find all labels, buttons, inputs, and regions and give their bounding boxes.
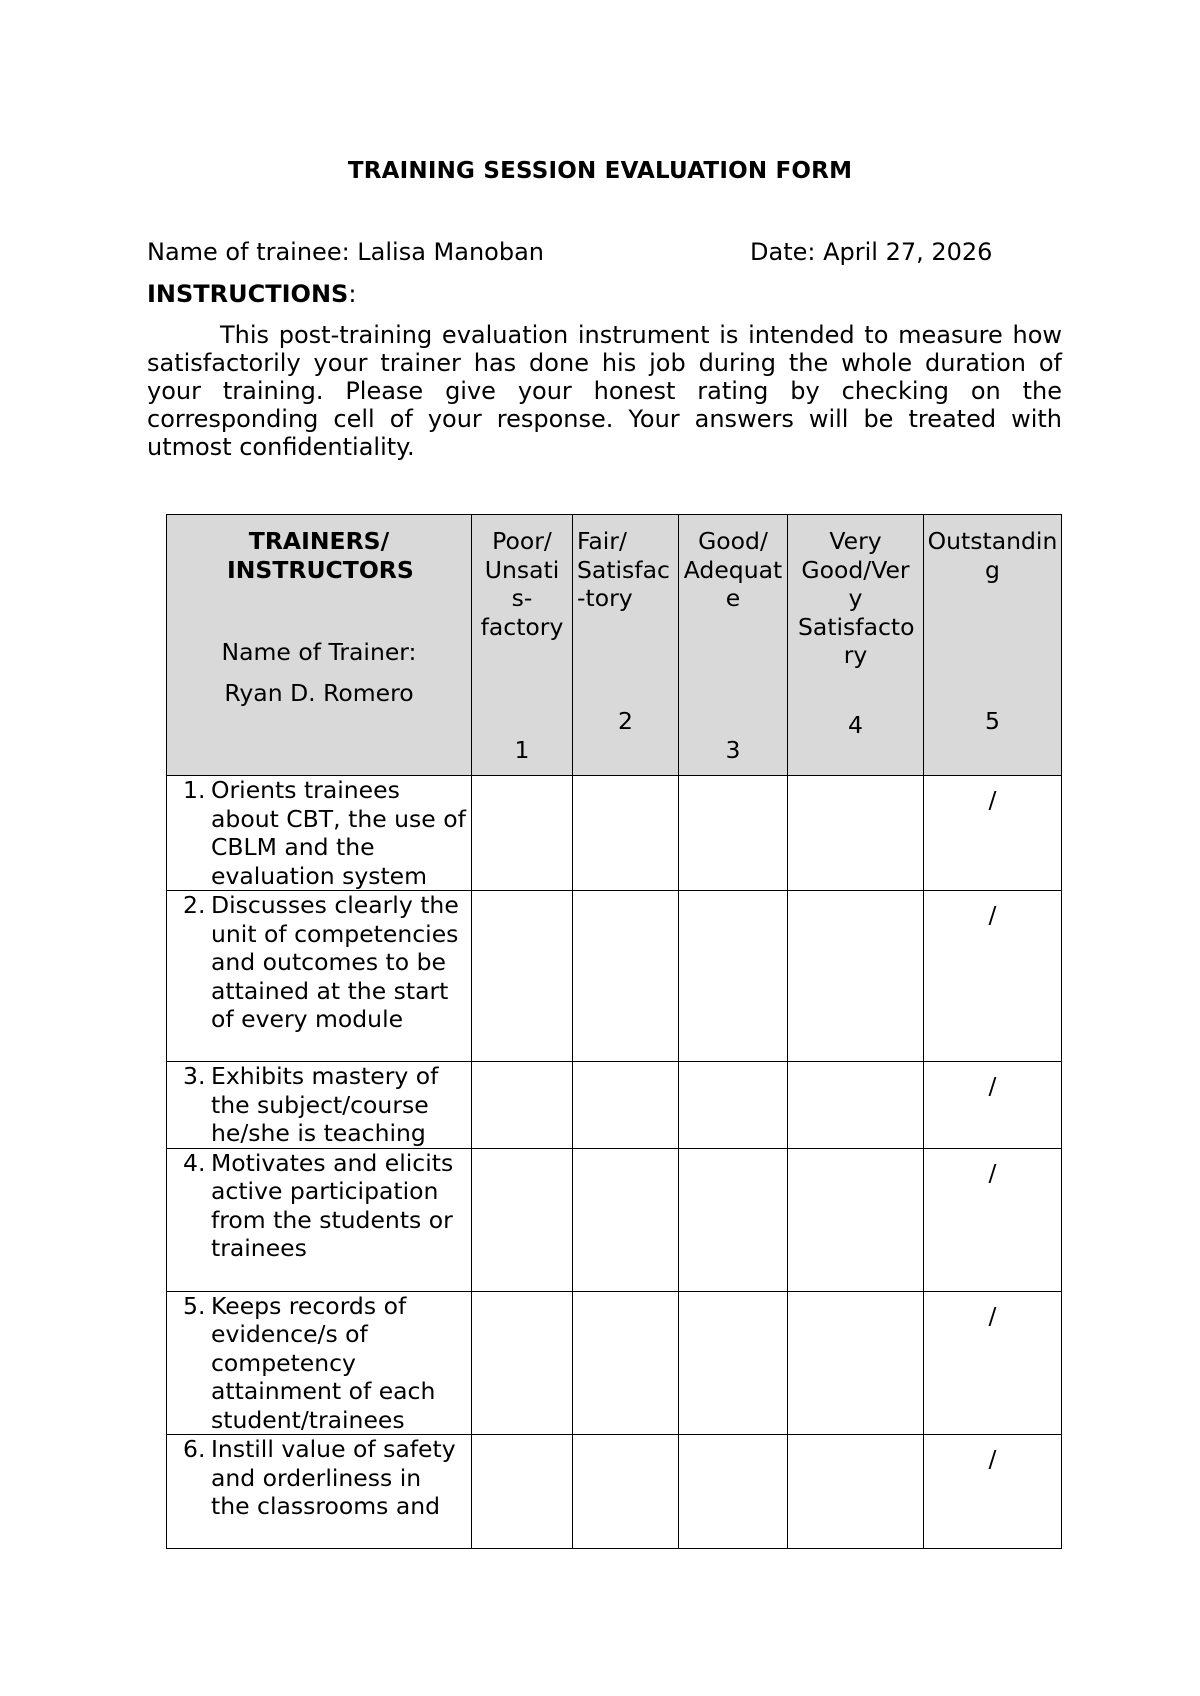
- check-mark: /: [988, 1445, 997, 1473]
- rating-cell-1[interactable]: [472, 1291, 573, 1435]
- criterion-text: Exhibits mastery of the subject/course he/she is teaching: [211, 1062, 439, 1147]
- rating-cell-2[interactable]: [573, 891, 679, 1062]
- rating-cell-5[interactable]: [924, 1148, 1062, 1291]
- instructions-heading-text: INSTRUCTIONS: [147, 280, 349, 308]
- form-title: TRAINING SESSION EVALUATION FORM: [347, 158, 853, 184]
- rating-cell-5[interactable]: [924, 1291, 1062, 1435]
- rating-cell-1[interactable]: [472, 1148, 573, 1291]
- criterion-cell: [167, 1062, 472, 1149]
- table-row: [167, 1435, 1062, 1549]
- rating-cell-4[interactable]: [788, 891, 924, 1062]
- criterion-cell: [167, 1291, 472, 1435]
- rating-cell-2[interactable]: [573, 1435, 679, 1549]
- instructions-paragraph: This post-training evaluation instrument is intended to measure how satisfactorily your trainer has done his job during the whole duration of your training. Please give your honest rating by checking on the corresponding cell of your response. Your answers will be treated with utmost confidentiality.: [147, 321, 1062, 461]
- rating-cell-3[interactable]: [679, 1435, 788, 1549]
- table-row: [167, 776, 1062, 891]
- rating-2-number: 2: [618, 707, 633, 735]
- rating-2-label: Fair/ Satisfac -tory: [577, 527, 670, 612]
- rating-5-number: 5: [985, 707, 1000, 735]
- rating-cell-2[interactable]: [573, 776, 679, 891]
- rating-cell-2[interactable]: [573, 1148, 679, 1291]
- rating-cell-3[interactable]: [679, 1148, 788, 1291]
- header-trainers-label: TRAINERS/ INSTRUCTORS: [227, 527, 414, 584]
- rating-1-number: 1: [514, 736, 530, 764]
- criterion-cell: [167, 1148, 472, 1291]
- criterion-text: Orients trainees about CBT, the use of CBLM and the evaluation system: [211, 776, 466, 890]
- rating-cell-5[interactable]: [924, 776, 1062, 891]
- rating-cell-1[interactable]: [472, 891, 573, 1062]
- criterion-number: 6.: [183, 1435, 206, 1463]
- criterion-number: 3.: [183, 1062, 206, 1090]
- header-rating-3: [679, 515, 788, 776]
- criterion-cell: [167, 776, 472, 891]
- rating-3-label: Good/ Adequat e: [683, 527, 783, 612]
- rating-cell-1[interactable]: [472, 1062, 573, 1149]
- rating-3-number: 3: [725, 736, 741, 764]
- trainee-name: Name of trainee: Lalisa Manoban: [147, 238, 545, 266]
- criterion-number: 2.: [183, 891, 206, 919]
- rating-5-label: Outstandin g: [927, 527, 1058, 584]
- criterion-number: 4.: [183, 1148, 206, 1177]
- instructions-colon: :: [348, 280, 357, 308]
- header-rating-4: [788, 515, 924, 776]
- criterion-number: 1.: [183, 776, 206, 804]
- rating-1-label: Poor/ Unsati s- factory: [480, 527, 564, 641]
- rating-cell-4[interactable]: [788, 1062, 924, 1149]
- header-rating-2: [573, 515, 679, 776]
- table-row: [167, 1291, 1062, 1435]
- rating-cell-3[interactable]: [679, 891, 788, 1062]
- header-rating-5: [924, 515, 1062, 776]
- rating-cell-5[interactable]: [924, 1062, 1062, 1149]
- rating-cell-1[interactable]: [472, 1435, 573, 1549]
- rating-cell-4[interactable]: [788, 1148, 924, 1291]
- rating-cell-2[interactable]: [573, 1062, 679, 1149]
- criterion-text: Motivates and elicits active participation from the students or trainees: [211, 1148, 454, 1262]
- table-row: [167, 1062, 1062, 1149]
- evaluation-table: [166, 514, 1062, 1549]
- criterion-text: Discusses clearly the unit of competencies and outcomes to be attained at the start of every module: [211, 891, 459, 1033]
- check-mark: /: [988, 901, 997, 929]
- rating-cell-5[interactable]: [924, 891, 1062, 1062]
- header-rating-1: [472, 515, 573, 776]
- instructions-heading: [147, 280, 356, 308]
- header-trainers-cell: [167, 515, 472, 776]
- header-row: [167, 515, 1062, 776]
- check-mark: /: [988, 1301, 997, 1330]
- criterion-cell: [167, 891, 472, 1062]
- criterion-number: 5.: [183, 1291, 206, 1320]
- table-row: [167, 1148, 1062, 1291]
- criterion-text: Instill value of safety and orderliness in the classrooms and: [211, 1435, 456, 1520]
- rating-cell-1[interactable]: [472, 776, 573, 891]
- rating-cell-5[interactable]: [924, 1435, 1062, 1549]
- rating-4-number: 4: [848, 711, 863, 739]
- rating-cell-4[interactable]: [788, 1435, 924, 1549]
- rating-4-label: Very Good/Ver y Satisfacto ry: [798, 527, 915, 669]
- rating-cell-4[interactable]: [788, 1291, 924, 1435]
- evaluation-date: Date: April 27, 2026: [750, 238, 993, 266]
- criterion-cell: [167, 1435, 472, 1549]
- criterion-text: Keeps records of evidence/s of competency attainment of each student/trainees: [211, 1291, 436, 1434]
- check-mark: /: [988, 1158, 997, 1187]
- trainer-name-label: Name of Trainer:: [221, 638, 417, 666]
- check-mark: /: [988, 786, 997, 814]
- rating-cell-3[interactable]: [679, 1291, 788, 1435]
- rating-cell-3[interactable]: [679, 1062, 788, 1149]
- table-row: [167, 891, 1062, 1062]
- check-mark: /: [988, 1072, 997, 1100]
- rating-cell-3[interactable]: [679, 776, 788, 891]
- rating-cell-4[interactable]: [788, 776, 924, 891]
- trainer-name-value: Ryan D. Romero: [224, 679, 414, 707]
- rating-cell-2[interactable]: [573, 1291, 679, 1435]
